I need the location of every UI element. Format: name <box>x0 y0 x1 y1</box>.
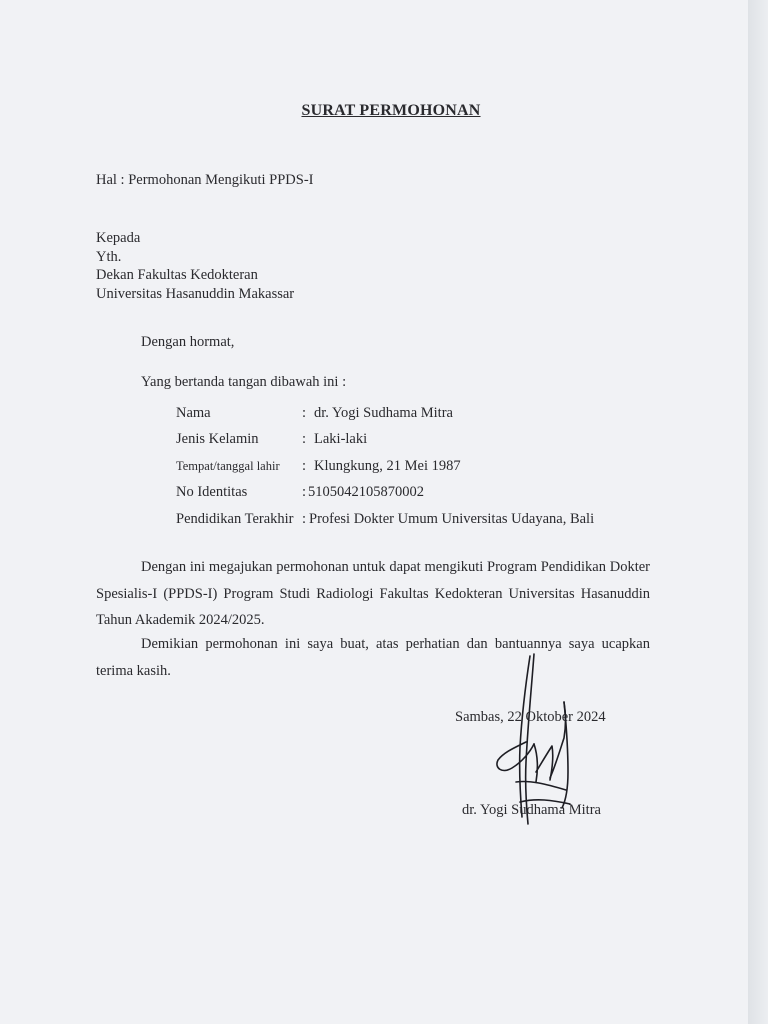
signer-name: dr. Yogi Sudhama Mitra <box>462 802 601 818</box>
recipient-line: Yth. <box>96 248 122 265</box>
identity-label: Nama <box>176 404 211 421</box>
identity-separator: : <box>302 484 307 501</box>
recipient-line: Kepada <box>96 230 141 246</box>
body-paragraph-request: Dengan ini megajukan permohonan untuk dapat mengikuti Program Pendidikan Dokter Spesialis-I (PPDS-I) Program Studi Radiologi Fakultas Kedokteran Universitas Hasanuddin Tahun Akademik 2024/2025. <box>96 559 650 628</box>
identity-row <box>176 453 594 480</box>
recipient-line: Dekan Fakultas Kedokteran <box>96 267 258 283</box>
identity-value: dr. Yogi Sudhama Mitra <box>314 404 453 421</box>
identity-value: Profesi Dokter Umum Universitas Udayana, Bali <box>309 510 595 527</box>
identity-value: 5105042105870002 <box>308 484 424 501</box>
identity-separator: : <box>302 510 307 527</box>
handwritten-signature <box>486 652 596 832</box>
recipient-block <box>96 229 294 303</box>
identity-row <box>176 400 594 427</box>
identity-row <box>176 480 594 507</box>
letter-title: SURAT PERMOHONAN <box>301 102 481 119</box>
recipient-line: Universitas Hasanuddin Makassar <box>96 285 295 302</box>
letter-subject: Hal : Permohonan Mengikuti PPDS-I <box>96 172 314 188</box>
identity-separator: : <box>302 404 307 421</box>
identity-table <box>176 400 594 533</box>
identity-separator: : <box>302 457 307 474</box>
greeting: Dengan hormat, <box>141 334 235 350</box>
intro-line: Yang bertanda tangan dibawah ini : <box>141 374 347 390</box>
identity-row <box>176 506 594 533</box>
identity-row <box>176 427 594 454</box>
page-edge-shadow <box>748 0 768 1024</box>
identity-label: No Identitas <box>176 484 248 501</box>
identity-separator: : <box>302 431 307 448</box>
identity-label: Jenis Kelamin <box>176 431 259 448</box>
body-paragraph-closing: Demikian permohonan ini saya buat, atas perhatian dan bantuannya saya ucapkan terima kasih. <box>96 636 650 679</box>
identity-label: Tempat/tanggal lahir <box>176 458 280 473</box>
place-date: Sambas, 22 Oktober 2024 <box>455 709 606 725</box>
identity-value: Klungkung, 21 Mei 1987 <box>314 457 461 474</box>
identity-value: Laki-laki <box>314 431 368 448</box>
identity-label: Pendidikan Terakhir <box>176 510 294 527</box>
